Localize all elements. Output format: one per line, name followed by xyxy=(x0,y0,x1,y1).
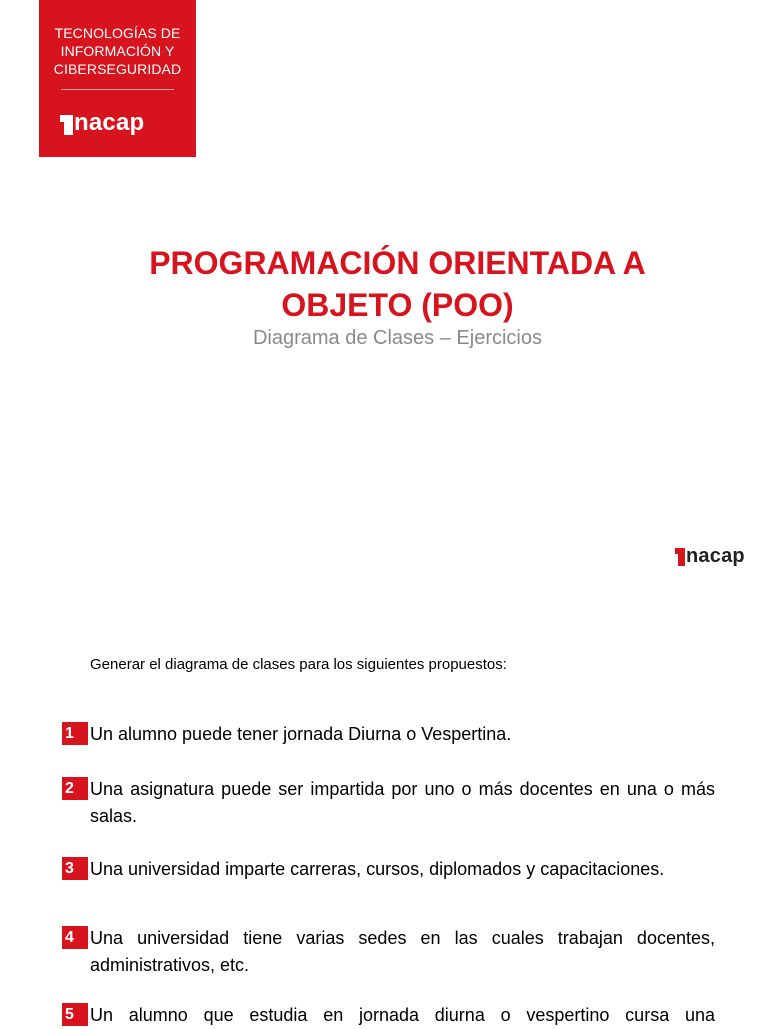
title-line-2: OBJETO (POO) xyxy=(281,287,514,323)
inacap-logo-mark-icon xyxy=(678,548,685,566)
page-subtitle: Diagrama de Clases – Ejercicios xyxy=(252,327,542,349)
inacap-logo-text: nacap xyxy=(74,109,145,136)
exercise-item-3 xyxy=(62,856,715,883)
header-divider xyxy=(61,89,174,90)
exercise-number-badge: 2 xyxy=(62,777,88,800)
exercise-number-badge: 3 xyxy=(62,857,88,880)
inacap-logo-text: nacap xyxy=(686,545,745,567)
exercise-item-4 xyxy=(62,925,715,979)
exercise-number-badge: 4 xyxy=(62,926,88,949)
inacap-logo-mark-icon xyxy=(64,115,73,135)
exercise-item-1 xyxy=(62,721,715,748)
department-line-1: TECNOLOGÍAS DE xyxy=(54,25,181,41)
exercise-intro: Generar el diagrama de clases para los siguientes propuestos: xyxy=(90,656,507,673)
department-name xyxy=(39,24,196,78)
exercise-text: Un alumno puede tener jornada Diurna o Vespertina. xyxy=(90,724,512,744)
exercise-number-badge: 1 xyxy=(62,722,88,745)
exercise-item-2 xyxy=(62,776,715,830)
department-line-3: CIBERSEGURIDAD xyxy=(53,61,182,77)
inacap-logo-header xyxy=(64,111,144,135)
exercise-item-5 xyxy=(62,1002,715,1029)
title-line-1: PROGRAMACIÓN ORIENTADA A xyxy=(149,245,646,281)
department-line-2: INFORMACIÓN Y xyxy=(60,43,175,59)
exercise-text: Una asignatura puede ser impartida por uno o más docentes en una o más salas. xyxy=(90,779,715,826)
exercise-text: Una universidad tiene varias sedes en las cuales trabajan docentes, administrativos, etc. xyxy=(90,928,715,975)
exercise-text: Una universidad imparte carreras, cursos, diplomados y capacitaciones. xyxy=(90,859,665,879)
exercise-number-badge: 5 xyxy=(62,1003,88,1026)
exercise-text: Un alumno que estudia en jornada diurna o vespertino cursa una xyxy=(90,1005,715,1025)
inacap-logo-footer xyxy=(678,546,745,566)
page-title xyxy=(90,242,705,326)
